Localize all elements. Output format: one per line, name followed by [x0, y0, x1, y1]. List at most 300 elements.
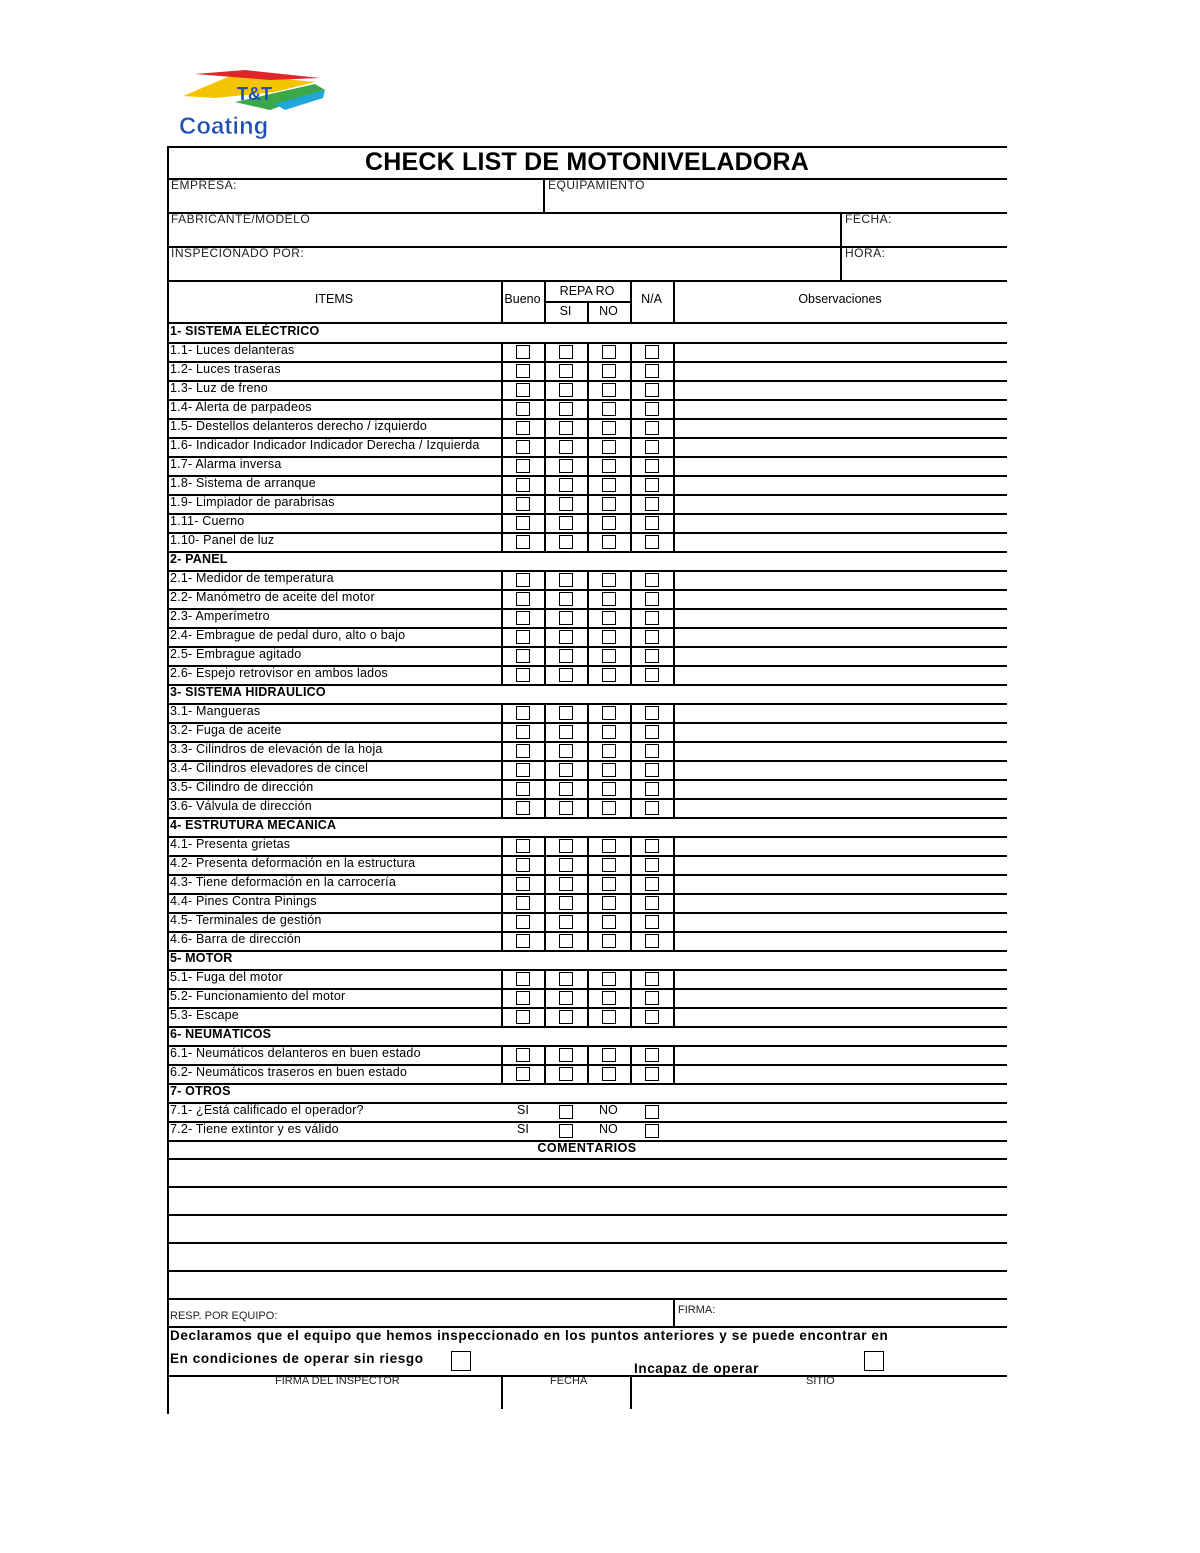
item-label: 5.1- Fuga del motor — [170, 970, 283, 984]
bueno-checkbox[interactable] — [516, 1010, 530, 1024]
cell-divider — [587, 1007, 589, 1026]
item-label: 2.6- Espejo retrovisor en ambos lados — [170, 666, 388, 680]
section-row — [167, 817, 1007, 838]
na-checkbox[interactable] — [645, 402, 659, 416]
cell-divider — [587, 380, 589, 399]
reparo-no-checkbox[interactable] — [602, 573, 616, 587]
na-checkbox[interactable] — [645, 972, 659, 986]
cell-divider — [587, 855, 589, 874]
bueno-checkbox[interactable] — [516, 440, 530, 454]
reparo-si-checkbox[interactable] — [559, 668, 573, 682]
cell-divider — [587, 627, 589, 646]
na-checkbox[interactable] — [645, 858, 659, 872]
item-label: 7.2- Tiene extintor y es válido — [170, 1122, 339, 1136]
cell-divider — [544, 589, 546, 608]
reparo-no-checkbox[interactable] — [602, 516, 616, 530]
cell-divider — [587, 399, 589, 418]
no-checkbox[interactable] — [645, 1105, 659, 1119]
reparo-si-checkbox[interactable] — [559, 725, 573, 739]
bueno-checkbox[interactable] — [516, 744, 530, 758]
reparo-si-checkbox[interactable] — [559, 535, 573, 549]
reparo-no-checkbox[interactable] — [602, 440, 616, 454]
cell-divider — [630, 988, 632, 1007]
field-equipamiento: EQUIPAMIENTO — [548, 178, 645, 192]
column-na: N/A — [641, 292, 662, 306]
reparo-no-checkbox[interactable] — [602, 877, 616, 891]
cell-divider — [587, 741, 589, 760]
cell-divider — [544, 931, 546, 950]
na-checkbox[interactable] — [645, 1067, 659, 1081]
na-checkbox[interactable] — [645, 1010, 659, 1024]
cell-divider — [673, 456, 675, 475]
bueno-checkbox[interactable] — [516, 725, 530, 739]
reparo-si-checkbox[interactable] — [559, 497, 573, 511]
cell-divider — [544, 1045, 546, 1064]
cell-divider — [544, 570, 546, 589]
cell-divider — [587, 494, 589, 513]
cell-divider — [587, 418, 589, 437]
reparo-no-checkbox[interactable] — [602, 706, 616, 720]
reparo-si-checkbox[interactable] — [559, 630, 573, 644]
table-row — [167, 779, 1007, 800]
na-checkbox[interactable] — [645, 801, 659, 815]
bueno-checkbox[interactable] — [516, 934, 530, 948]
table-row — [167, 570, 1007, 591]
cell-divider — [501, 1045, 503, 1064]
reparo-si-checkbox[interactable] — [559, 478, 573, 492]
cell-divider — [673, 988, 675, 1007]
bueno-checkbox[interactable] — [516, 611, 530, 625]
section-title: 5- MOTOR — [170, 951, 233, 965]
comment-line — [167, 1270, 1007, 1272]
reparo-no-checkbox[interactable] — [602, 630, 616, 644]
cell-divider — [544, 874, 546, 893]
cell-divider — [544, 475, 546, 494]
reparo-si-checkbox[interactable] — [559, 1010, 573, 1024]
bueno-checkbox[interactable] — [516, 1067, 530, 1081]
reparo-no-checkbox[interactable] — [602, 896, 616, 910]
bueno-checkbox[interactable] — [516, 497, 530, 511]
field-hora: HORA: — [845, 246, 886, 260]
na-checkbox[interactable] — [645, 592, 659, 606]
table-row — [167, 646, 1007, 667]
table-row — [167, 912, 1007, 933]
cell-divider — [501, 912, 503, 931]
item-label: 3.5- Cilindro de dirección — [170, 780, 314, 794]
cell-divider — [630, 760, 632, 779]
item-label: 3.2- Fuga de aceite — [170, 723, 282, 737]
cell-divider — [501, 722, 503, 741]
table-row — [167, 380, 1007, 401]
table-row — [167, 1007, 1007, 1028]
item-label: 1.7- Alarma inversa — [170, 457, 282, 471]
cell-divider — [630, 456, 632, 475]
reparo-no-checkbox[interactable] — [602, 592, 616, 606]
reparo-si-checkbox[interactable] — [559, 611, 573, 625]
na-checkbox[interactable] — [645, 896, 659, 910]
reparo-si-checkbox[interactable] — [559, 573, 573, 587]
na-checkbox[interactable] — [645, 459, 659, 473]
cell-divider — [630, 703, 632, 722]
reparo-si-checkbox[interactable] — [559, 744, 573, 758]
bueno-checkbox[interactable] — [516, 459, 530, 473]
yes-checkbox[interactable] — [559, 1124, 573, 1138]
table-row — [167, 1121, 1007, 1142]
item-label: 4.4- Pines Contra Pinings — [170, 894, 317, 908]
bueno-checkbox[interactable] — [516, 858, 530, 872]
table-row — [167, 608, 1007, 629]
reparo-si-checkbox[interactable] — [559, 383, 573, 397]
bueno-checkbox[interactable] — [516, 516, 530, 530]
cell-divider — [630, 437, 632, 456]
cell-divider — [501, 741, 503, 760]
reparo-no-checkbox[interactable] — [602, 402, 616, 416]
na-checkbox[interactable] — [645, 516, 659, 530]
cell-divider — [673, 380, 675, 399]
bueno-checkbox[interactable] — [516, 478, 530, 492]
reparo-si-checkbox[interactable] — [559, 649, 573, 663]
reparo-no-checkbox[interactable] — [602, 611, 616, 625]
reparo-no-checkbox[interactable] — [602, 1048, 616, 1062]
reparo-no-checkbox[interactable] — [602, 725, 616, 739]
na-checkbox[interactable] — [645, 839, 659, 853]
table-row — [167, 589, 1007, 610]
reparo-no-checkbox[interactable] — [602, 915, 616, 929]
table-row — [167, 1064, 1007, 1085]
reparo-no-checkbox[interactable] — [602, 991, 616, 1005]
table-row — [167, 836, 1007, 857]
reparo-no-checkbox[interactable] — [602, 1067, 616, 1081]
cell-divider — [630, 779, 632, 798]
bueno-checkbox[interactable] — [516, 592, 530, 606]
reparo-si-checkbox[interactable] — [559, 440, 573, 454]
cell-divider — [630, 836, 632, 855]
bueno-checkbox[interactable] — [516, 991, 530, 1005]
cell-divider — [501, 760, 503, 779]
reparo-si-checkbox[interactable] — [559, 801, 573, 815]
reparo-si-checkbox[interactable] — [559, 364, 573, 378]
section-row — [167, 551, 1007, 572]
table-row — [167, 741, 1007, 762]
signature-line — [167, 1375, 1007, 1377]
cell-divider — [544, 1064, 546, 1083]
table-row — [167, 988, 1007, 1009]
item-label: 2.1- Medidor de temperatura — [170, 571, 334, 585]
bueno-checkbox[interactable] — [516, 1048, 530, 1062]
cell-divider — [501, 627, 503, 646]
reparo-no-checkbox[interactable] — [602, 364, 616, 378]
cell-divider — [587, 931, 589, 950]
na-checkbox[interactable] — [645, 782, 659, 796]
comment-line — [167, 1298, 1007, 1300]
cell-divider — [501, 418, 503, 437]
reparo-no-checkbox[interactable] — [602, 649, 616, 663]
reparo-no-checkbox[interactable] — [602, 858, 616, 872]
bueno-checkbox[interactable] — [516, 706, 530, 720]
cell-divider — [587, 722, 589, 741]
na-checkbox[interactable] — [645, 421, 659, 435]
declaration-text: Declaramos que el equipo que hemos inspeccionado en los puntos anteriores y se puede encontrar en — [170, 1328, 889, 1343]
table-row — [167, 703, 1007, 724]
reparo-si-checkbox[interactable] — [559, 991, 573, 1005]
cell-divider — [673, 912, 675, 931]
reparo-no-checkbox[interactable] — [602, 763, 616, 777]
cell-divider — [501, 893, 503, 912]
cell-divider — [587, 608, 589, 627]
section-row — [167, 684, 1007, 705]
cell-divider — [673, 836, 675, 855]
cell-divider — [630, 513, 632, 532]
cell-divider — [501, 798, 503, 817]
cell-divider — [673, 874, 675, 893]
cell-divider — [501, 456, 503, 475]
reparo-si-checkbox[interactable] — [559, 763, 573, 777]
na-checkbox[interactable] — [645, 668, 659, 682]
table-row — [167, 874, 1007, 895]
na-checkbox[interactable] — [645, 915, 659, 929]
cell-divider — [501, 513, 503, 532]
section-title: 7- OTROS — [170, 1084, 231, 1098]
table-row — [167, 418, 1007, 439]
cell-divider — [544, 380, 546, 399]
na-checkbox[interactable] — [645, 1048, 659, 1062]
cell-divider — [544, 494, 546, 513]
reparo-si-checkbox[interactable] — [559, 402, 573, 416]
cell-divider — [587, 779, 589, 798]
na-checkbox[interactable] — [645, 535, 659, 549]
cell-divider — [587, 437, 589, 456]
cell-divider — [673, 703, 675, 722]
na-checkbox[interactable] — [645, 573, 659, 587]
cell-divider — [673, 418, 675, 437]
no-checkbox[interactable] — [645, 1124, 659, 1138]
reparo-si-checkbox[interactable] — [559, 421, 573, 435]
na-checkbox[interactable] — [645, 478, 659, 492]
reparo-no-checkbox[interactable] — [602, 801, 616, 815]
cell-divider — [544, 608, 546, 627]
reparo-si-checkbox[interactable] — [559, 1048, 573, 1062]
company-logo — [175, 68, 335, 143]
cell-divider — [630, 494, 632, 513]
na-checkbox[interactable] — [645, 744, 659, 758]
table-row — [167, 722, 1007, 743]
bueno-checkbox[interactable] — [516, 573, 530, 587]
na-checkbox[interactable] — [645, 725, 659, 739]
reparo-si-checkbox[interactable] — [559, 459, 573, 473]
section-title: 6- NEUMÁTICOS — [170, 1027, 272, 1041]
bueno-checkbox[interactable] — [516, 383, 530, 397]
item-label: 4.3- Tiene deformación en la carrocería — [170, 875, 396, 889]
table-row — [167, 969, 1007, 990]
bueno-checkbox[interactable] — [516, 877, 530, 891]
cell-divider — [630, 361, 632, 380]
reparo-no-checkbox[interactable] — [602, 421, 616, 435]
cell-divider — [587, 988, 589, 1007]
reparo-no-checkbox[interactable] — [602, 497, 616, 511]
bueno-checkbox[interactable] — [516, 345, 530, 359]
na-checkbox[interactable] — [645, 630, 659, 644]
cell-divider — [501, 589, 503, 608]
bueno-checkbox[interactable] — [516, 649, 530, 663]
table-row — [167, 1045, 1007, 1066]
cell-divider — [630, 418, 632, 437]
field-fabricante: FABRICANTE/MODELO — [171, 212, 311, 226]
comments-title: COMENTÁRIOS — [537, 1141, 637, 1155]
section-row — [167, 950, 1007, 971]
section-title: 1- SISTEMA ELÉCTRICO — [170, 324, 320, 338]
cell-divider — [544, 798, 546, 817]
reparo-no-checkbox[interactable] — [602, 383, 616, 397]
cell-divider — [587, 589, 589, 608]
bueno-checkbox[interactable] — [516, 915, 530, 929]
bueno-checkbox[interactable] — [516, 839, 530, 853]
section-title: 3- SISTEMA HIDRÁULICO — [170, 685, 326, 699]
cell-divider — [587, 646, 589, 665]
bueno-checkbox[interactable] — [516, 535, 530, 549]
cell-divider — [544, 361, 546, 380]
reparo-no-checkbox[interactable] — [602, 1010, 616, 1024]
cell-divider — [501, 969, 503, 988]
reparo-si-checkbox[interactable] — [559, 839, 573, 853]
condiciones-label: En condiciones de operar sin riesgo — [170, 1351, 424, 1366]
bueno-checkbox[interactable] — [516, 782, 530, 796]
bueno-checkbox[interactable] — [516, 630, 530, 644]
reparo-si-checkbox[interactable] — [559, 972, 573, 986]
bueno-checkbox[interactable] — [516, 763, 530, 777]
cell-divider — [673, 361, 675, 380]
na-checkbox[interactable] — [645, 611, 659, 625]
section-row — [167, 1083, 1007, 1104]
table-row — [167, 399, 1007, 420]
item-label: 7.1- ¿Está calificado el operador? — [170, 1103, 364, 1117]
cell-divider — [544, 855, 546, 874]
bueno-checkbox[interactable] — [516, 402, 530, 416]
cell-divider — [587, 703, 589, 722]
column-si: SI — [559, 304, 572, 318]
cell-divider — [630, 741, 632, 760]
cell-divider — [630, 893, 632, 912]
no-label: NO — [599, 1122, 618, 1136]
cell-divider — [587, 570, 589, 589]
cell-divider — [544, 722, 546, 741]
reparo-si-checkbox[interactable] — [559, 934, 573, 948]
reparo-si-checkbox[interactable] — [559, 345, 573, 359]
reparo-si-checkbox[interactable] — [559, 915, 573, 929]
item-label: 1.8- Sistema de arranque — [170, 476, 316, 490]
item-label: 2.5- Embrague agitado — [170, 647, 302, 661]
item-label: 1.3- Luz de freno — [170, 381, 268, 395]
item-label: 1.9- Limpiador de parabrisas — [170, 495, 335, 509]
cell-divider — [587, 342, 589, 361]
item-label: 2.2- Manómetro de aceite del motor — [170, 590, 375, 604]
reparo-no-checkbox[interactable] — [602, 934, 616, 948]
na-checkbox[interactable] — [645, 991, 659, 1005]
na-checkbox[interactable] — [645, 345, 659, 359]
na-checkbox[interactable] — [645, 364, 659, 378]
reparo-si-checkbox[interactable] — [559, 877, 573, 891]
na-checkbox[interactable] — [645, 440, 659, 454]
item-label: 1.1- Luces delanteras — [170, 343, 295, 357]
reparo-no-checkbox[interactable] — [602, 744, 616, 758]
cell-divider — [501, 836, 503, 855]
cell-divider — [673, 1064, 675, 1083]
na-checkbox[interactable] — [645, 763, 659, 777]
signature-divider — [630, 1375, 632, 1409]
na-checkbox[interactable] — [645, 497, 659, 511]
table-row — [167, 931, 1007, 952]
cell-divider — [673, 494, 675, 513]
na-checkbox[interactable] — [645, 706, 659, 720]
reparo-si-checkbox[interactable] — [559, 592, 573, 606]
cell-divider — [501, 646, 503, 665]
item-label: 3.6- Válvula de dirección — [170, 799, 312, 813]
reparo-no-checkbox[interactable] — [602, 345, 616, 359]
comment-line — [167, 1242, 1007, 1244]
firma-divider — [673, 1298, 675, 1326]
item-label: 4.5- Terminales de gestión — [170, 913, 322, 927]
bueno-checkbox[interactable] — [516, 421, 530, 435]
reparo-no-checkbox[interactable] — [602, 782, 616, 796]
sitio-label: SITIO — [806, 1375, 835, 1387]
table-row — [167, 532, 1007, 553]
na-checkbox[interactable] — [645, 934, 659, 948]
incapaz-checkbox[interactable] — [864, 1351, 884, 1371]
cell-divider — [673, 342, 675, 361]
signature-divider — [501, 1375, 503, 1409]
reparo-si-checkbox[interactable] — [559, 516, 573, 530]
table-row — [167, 760, 1007, 781]
bueno-checkbox[interactable] — [516, 972, 530, 986]
cell-divider — [630, 475, 632, 494]
bueno-checkbox[interactable] — [516, 668, 530, 682]
item-label: 1.10- Panel de luz — [170, 533, 275, 547]
item-label: 1.6- Indicador Indicador Indicador Derecha / Izquierda — [170, 438, 480, 452]
column-no: NO — [599, 304, 618, 318]
cell-divider — [630, 722, 632, 741]
reparo-si-checkbox[interactable] — [559, 858, 573, 872]
yes-checkbox[interactable] — [559, 1105, 573, 1119]
bueno-checkbox[interactable] — [516, 801, 530, 815]
na-checkbox[interactable] — [645, 383, 659, 397]
table-row — [167, 665, 1007, 686]
reparo-si-checkbox[interactable] — [559, 782, 573, 796]
reparo-si-checkbox[interactable] — [559, 1067, 573, 1081]
na-checkbox[interactable] — [645, 649, 659, 663]
cell-divider — [587, 665, 589, 684]
cell-divider — [544, 532, 546, 551]
cell-divider — [673, 1007, 675, 1026]
bueno-checkbox[interactable] — [516, 896, 530, 910]
reparo-no-checkbox[interactable] — [602, 478, 616, 492]
reparo-no-checkbox[interactable] — [602, 459, 616, 473]
item-label: 1.5- Destellos delanteros derecho / izquierdo — [170, 419, 428, 433]
reparo-no-checkbox[interactable] — [602, 535, 616, 549]
cell-divider — [630, 1007, 632, 1026]
svg-text:T&T: T&T — [237, 84, 272, 104]
condiciones-checkbox[interactable] — [451, 1351, 471, 1371]
reparo-no-checkbox[interactable] — [602, 972, 616, 986]
cell-divider — [630, 1045, 632, 1064]
reparo-no-checkbox[interactable] — [602, 668, 616, 682]
cell-divider — [673, 570, 675, 589]
na-checkbox[interactable] — [645, 877, 659, 891]
reparo-si-checkbox[interactable] — [559, 896, 573, 910]
reparo-si-checkbox[interactable] — [559, 706, 573, 720]
cell-divider — [544, 779, 546, 798]
bueno-checkbox[interactable] — [516, 364, 530, 378]
reparo-no-checkbox[interactable] — [602, 839, 616, 853]
cell-divider — [501, 665, 503, 684]
